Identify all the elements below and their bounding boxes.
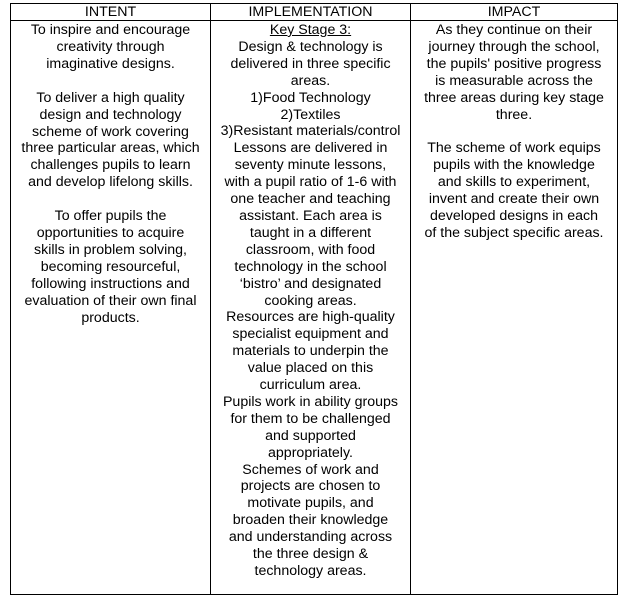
impact-paragraph-2: The scheme of work equips pupils with the knowledge and skills to experiment, invent and create their own developed designs in each of the subject specific areas. bbox=[424, 140, 604, 241]
area-item-food: 1)Food Technology bbox=[250, 89, 371, 106]
area-item-resistant: 3)Resistant materials/control bbox=[220, 123, 401, 140]
key-stage-heading: Key Stage 3: bbox=[269, 22, 352, 38]
area-item-textiles: 2)Textiles bbox=[280, 106, 341, 123]
intent-paragraph-3: To offer pupils the opportunities to acquire skills in problem solving, becoming resourceful, following instructions and evaluation of their own final products. bbox=[24, 208, 197, 326]
content-row bbox=[11, 21, 618, 595]
implementation-paragraph-2: Lessons are delivered in seventy minute lessons, with a pupil ratio of 1-6 with one teacher and teaching assistant. Each area is taught in a different classroom, with food technology in the school ‘bistro’ and designated cooking areas. bbox=[224, 140, 397, 309]
impact-header: IMPACT bbox=[411, 4, 618, 21]
header-row bbox=[11, 4, 618, 21]
curriculum-table bbox=[10, 3, 618, 595]
intent-cell bbox=[11, 21, 211, 595]
intent-header: INTENT bbox=[11, 4, 211, 21]
intent-paragraph-2: To deliver a high quality design and technology scheme of work covering three particular areas, which challenges pupils to learn and develop lifelong skills. bbox=[21, 89, 200, 191]
intent-paragraph-1: To inspire and encourage creativity through imaginative designs. bbox=[30, 22, 191, 72]
implementation-paragraph-3: Resources are high-quality specialist equipment and materials to underpin the value placed on this curriculum area. bbox=[226, 309, 395, 394]
implementation-cell bbox=[211, 21, 411, 595]
impact-paragraph-1: As they continue on their journey through the school, the pupils' positive progress is measurable across the three areas during key stage three. bbox=[424, 22, 604, 123]
implementation-paragraph-1: Design & technology is delivered in three specific areas. bbox=[230, 38, 391, 89]
implementation-paragraph-4: Pupils work in ability groups for them to be challenged and supported appropriately. bbox=[222, 393, 399, 461]
implementation-header: IMPLEMENTATION bbox=[211, 4, 411, 21]
implementation-paragraph-5: Schemes of work and projects are chosen to motivate pupils, and broaden their knowledge and understanding across the three design & technology areas. bbox=[228, 461, 393, 579]
impact-cell bbox=[411, 21, 618, 595]
